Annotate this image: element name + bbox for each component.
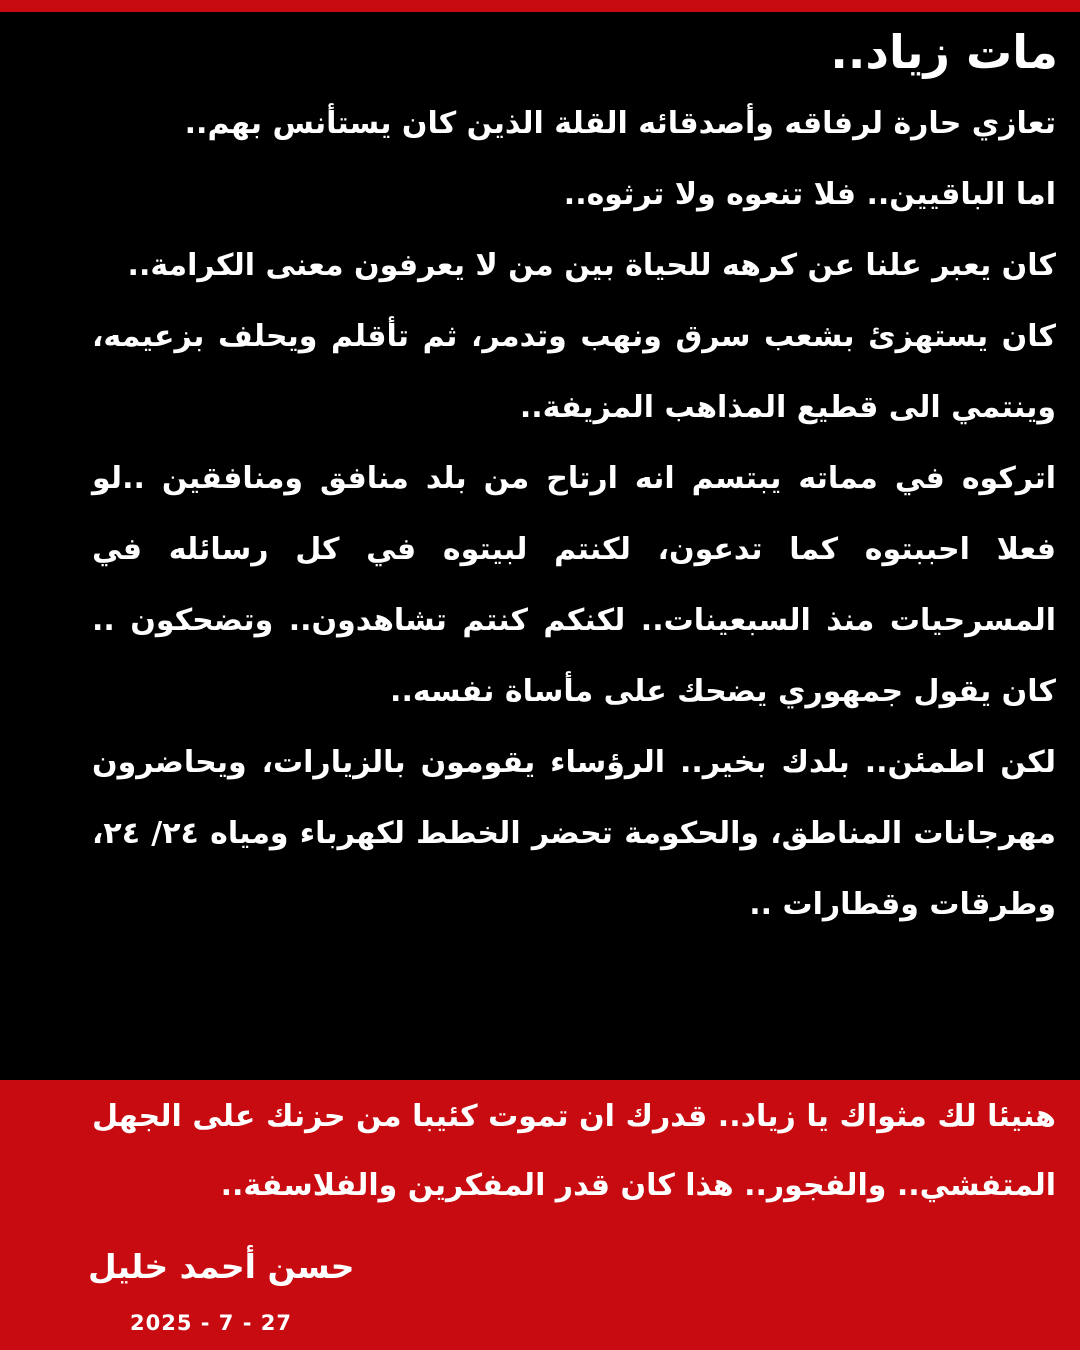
body-paragraph: كان يعبر علنا عن كرهه للحياة بين من لا يعرفون معنى الكرامة.. — [127, 248, 1056, 283]
body-paragraph: اتركوه في مماته يبتسم انه ارتاح من بلد منافق ومنافقين ..لو فعلا احببتوه كما تدعون، لكنتم لبيتوه في كل رسائله في المسرحيات منذ السبعينات.. لكنكم كنتم تشاهدون.. وتضحكون .. كان يقول جمهوري يضحك على مأساة نفسه.. — [92, 461, 1056, 709]
author-signature: حسن أحمد خليل — [88, 1247, 355, 1286]
body-paragraph: اما الباقيين.. فلا تنعوه ولا ترثوه.. — [563, 177, 1056, 212]
body-paragraph: تعازي حارة لرفاقه وأصدقائه القلة الذين كان يستأنس بهم.. — [184, 106, 1056, 141]
post-title: مات زياد.. — [830, 25, 1058, 79]
closing-section — [92, 1082, 1056, 1220]
post-body — [92, 88, 1056, 940]
body-paragraph: كان يستهزئ بشعب سرق ونهب وتدمر، ثم تأقلم ويحلف بزعيمه، وينتمي الى قطيع المذاهب المزيفة.. — [92, 319, 1056, 425]
top-red-bar — [0, 0, 1080, 12]
closing-paragraph: هنيئا لك مثواك يا زياد.. قدرك ان تموت كئيبا من حزنك على الجهل المتفشي.. والفجور.. هذا كان قدر المفكرين والفلاسفة.. — [92, 1099, 1056, 1203]
body-paragraph: لكن اطمئن.. بلدك بخير.. الرؤساء يقومون بالزيارات، ويحاضرون مهرجانات المناطق، والحكومة تحضر الخطط لكهرباء ومياه ٢٤/ ٢٤، وطرقات وقطارات .. — [92, 745, 1056, 922]
post-date: 2025 - 7 - 27 — [130, 1311, 292, 1335]
